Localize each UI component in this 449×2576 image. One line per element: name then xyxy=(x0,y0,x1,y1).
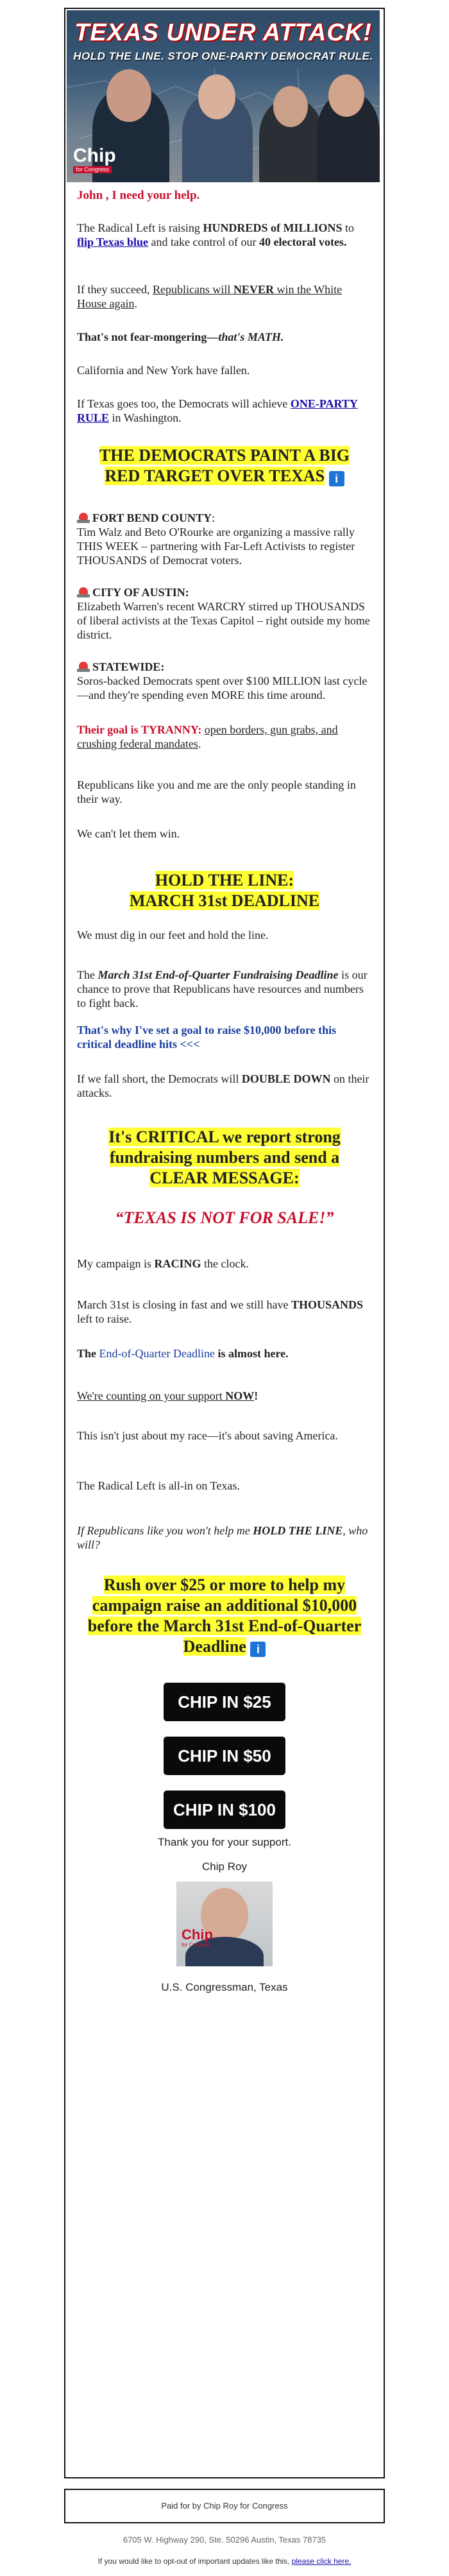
section-statewide: STATEWIDE: Soros-backed Democrats spent over $100 MILLION last cycle—and they're spending even MORE this time around. xyxy=(77,660,372,702)
paragraph-all-in: The Radical Left is all-in on Texas. xyxy=(77,1479,240,1492)
paragraph-white-house: If they succeed, Republicans will NEVER win the White House again. xyxy=(77,283,343,310)
signer-title: U.S. Congressman, Texas xyxy=(161,1981,288,1993)
avatar xyxy=(176,1882,273,1966)
not-for-sale: “TEXAS IS NOT FOR SALE!” xyxy=(115,1208,334,1227)
info-icon: i xyxy=(250,1642,266,1657)
paid-for-box: Paid for by Chip Roy for Congress xyxy=(64,2489,385,2523)
avatar-logo-sub: for Congress xyxy=(182,1942,211,1948)
paragraph-double-down: If we fall short, the Democrats will DOUBLE DOWN on their attacks. xyxy=(77,1072,369,1099)
paragraph-standing: Republicans like you and me are the only people standing in their way. xyxy=(77,778,356,805)
paragraph-flip-texas: The Radical Left is raising HUNDREDS of MILLIONS to flip Texas blue and take control of our 40 electoral votes. xyxy=(77,221,354,248)
paragraph-one-party: If Texas goes too, the Democrats will achieve ONE-PARTY RULE in Washington. xyxy=(77,397,358,424)
paragraph-math: That's not fear-mongering—that's MATH. xyxy=(77,331,284,343)
paragraph-goal: That's why I've set a goal to raise $10,000 before this critical deadline hits <<< xyxy=(77,1024,337,1051)
email-body xyxy=(77,9,372,2477)
paragraph-tyranny: Their goal is TYRANNY: open borders, gun grabs, and crushing federal mandates. xyxy=(77,723,338,750)
flip-texas-link[interactable]: flip Texas blue xyxy=(77,236,149,248)
austin-text: Elizabeth Warren's recent WARCRY stirred up THOUSANDS of liberal activists at the Texas Capitol – right outside my home district. xyxy=(77,600,370,641)
siren-icon xyxy=(77,587,90,597)
paragraph-racing: My campaign is RACING the clock. xyxy=(77,1257,249,1270)
paragraph-fallen: California and New York have fallen. xyxy=(77,364,250,377)
chip-in-50-button[interactable]: CHIP IN $50 xyxy=(164,1737,285,1775)
mailing-address: 6705 W. Highway 290, Ste. 50296 Austin, Texas 78735 xyxy=(123,2535,326,2545)
paragraph-counting: We're counting on your support NOW! xyxy=(77,1389,258,1402)
thanks-text: Thank you for your support. xyxy=(158,1836,291,1848)
opt-out: If you would like to opt-out of important updates like this, please click here. xyxy=(97,2557,352,2566)
paragraph-end-of-quarter: The End-of-Quarter Deadline is almost here. xyxy=(77,1347,289,1360)
signer-photo-wrap xyxy=(77,1882,372,1966)
paragraph-deadline: The March 31st End-of-Quarter Fundraising Deadline is our chance to prove that Republicans have resources and numbers to fight back. xyxy=(77,968,368,1009)
siren-icon xyxy=(77,662,90,672)
siren-icon xyxy=(77,513,90,523)
headline-rush: Rush over $25 or more to help my campaign raise an additional $10,000 before the March 31st End-of-Quarter Deadline i xyxy=(87,1576,362,1656)
paragraph-who-will: If Republicans like you won't help me HOLD THE LINE, who will? xyxy=(77,1524,368,1551)
donate-buttons xyxy=(77,1683,372,1829)
chip-logo-text: Chip xyxy=(73,145,116,166)
statewide-text: Soros-backed Democrats spent over $100 MILLION last cycle—and they're spending even MORE this time around. xyxy=(77,674,368,701)
one-party-rule-link[interactable]: ONE-PARTY RULE xyxy=(77,397,358,424)
hero-title: TEXAS UNDER ATTACK! xyxy=(74,19,372,46)
paragraph-thousands: March 31st is closing in fast and we still have THOUSANDS left to raise. xyxy=(77,1298,363,1325)
headline-hold-the-line: HOLD THE LINE: MARCH 31st DEADLINE xyxy=(129,871,320,910)
fort-bend-text: Tim Walz and Beto O'Rourke are organizing a massive rally THIS WEEK – partnering with Far-Left Activists to register THOUSANDS of Democrat voters. xyxy=(77,526,355,567)
opt-out-link[interactable]: please click here. xyxy=(291,2557,352,2566)
chip-logo-sub: for Congress xyxy=(73,166,112,173)
paragraph-saving-america: This isn't just about my race—it's about saving America. xyxy=(77,1429,338,1442)
chip-in-100-button[interactable]: CHIP IN $100 xyxy=(164,1790,285,1829)
chip-in-25-button[interactable]: CHIP IN $25 xyxy=(164,1683,285,1721)
section-austin: CITY OF AUSTIN: Elizabeth Warren's recent WARCRY stirred up THOUSANDS of liberal activists at the Texas Capitol – right outside my home district. xyxy=(77,585,372,642)
section-fort-bend: FORT BEND COUNTY: Tim Walz and Beto O'Rourke are organizing a massive rally THIS WEEK – partnering with Far-Left Activists to register THOUSANDS of Democrat voters. xyxy=(77,511,372,567)
hero-subtitle: HOLD THE LINE. STOP ONE-PARTY DEMOCRAT RULE. xyxy=(73,50,373,62)
headline-critical: It's CRITICAL we report strong fundraising numbers and send a CLEAR MESSAGE: xyxy=(108,1128,341,1187)
email-frame xyxy=(64,8,385,2478)
headline-red-target: THE DEMOCRATS PAINT A BIG RED TARGET OVER TEXAS i xyxy=(99,446,350,485)
signer-name: Chip Roy xyxy=(202,1860,247,1873)
greeting: John , I need your help. xyxy=(77,189,200,202)
avatar-logo: Chip xyxy=(182,1927,213,1943)
paragraph-dig-in: We must dig in our feet and hold the line. xyxy=(77,929,269,941)
paragraph-cant-win: We can't let them win. xyxy=(77,827,180,840)
info-icon: i xyxy=(329,471,344,486)
